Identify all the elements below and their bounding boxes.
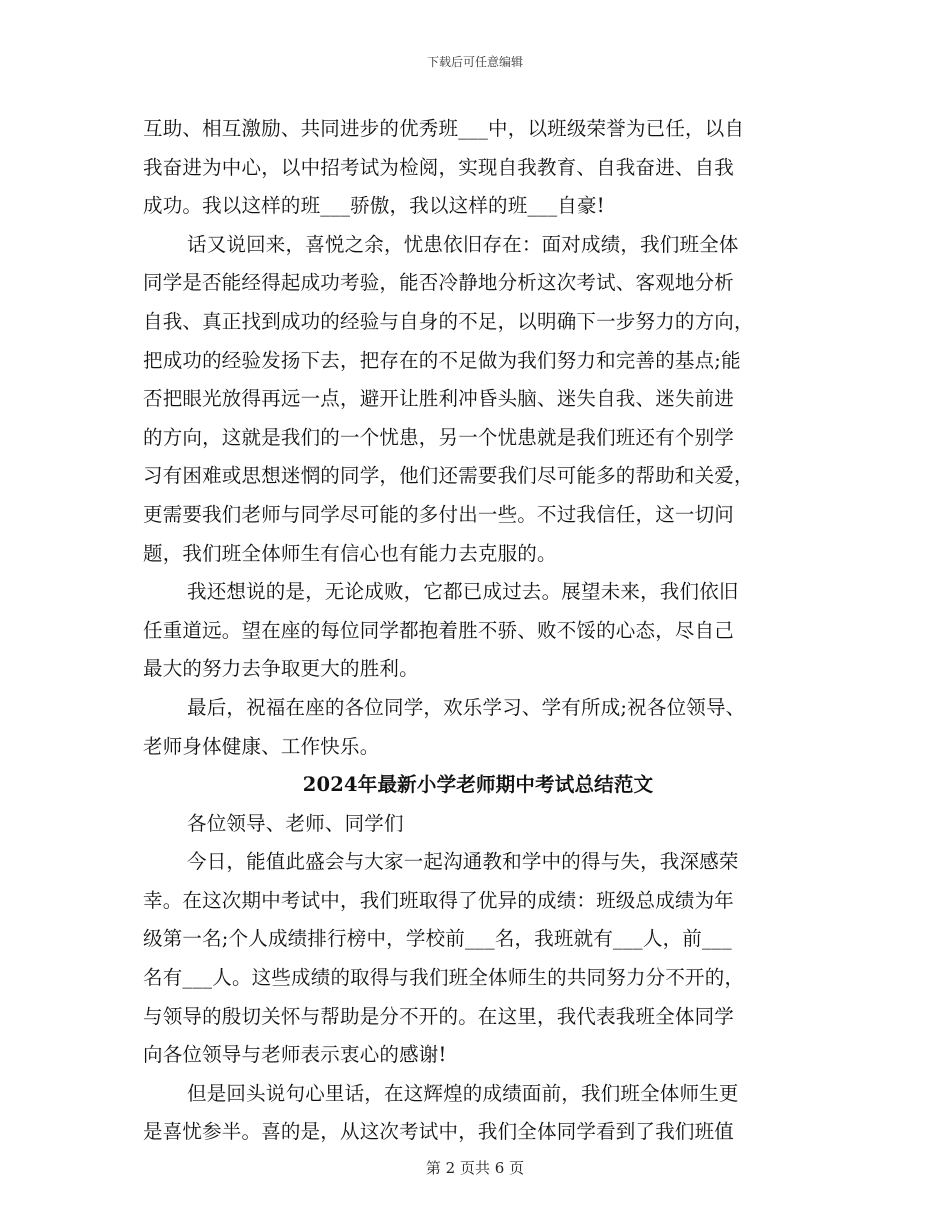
text-line: 成功。我以这样的班___骄傲，我以这样的班___自豪! — [143, 194, 605, 218]
text-line: 最大的努力去争取更大的胜利。 — [143, 657, 419, 681]
paragraph-start: 话又说回来，喜悦之余，忧患依旧存在：面对成绩，我们班全体 — [187, 232, 739, 256]
text-line: 否把眼光放得再远一点，避开让胜利冲昏头脑、迷失自我、迷失前进 — [143, 387, 735, 411]
text-line: 自我、真正找到成功的经验与自身的不足，以明确下一步努力的方向， — [143, 309, 754, 333]
text-line: 更需要我们老师与同学尽可能的多付出一些。不过我信任，这一切问 — [143, 502, 735, 526]
text-line: 同学是否能经得起成功考验，能否冷静地分析这次考试、客观地分析 — [143, 271, 735, 295]
text-line: 老师身体健康、工作快乐。 — [143, 734, 380, 758]
section-title: 2024年最新小学老师期中考试总结范文 — [302, 773, 654, 797]
text-line: 题，我们班全体师生有信心也有能力去克服的。 — [143, 541, 557, 565]
paragraph-start: 最后，祝福在座的各位同学，欢乐学习、学有所成;祝各位领导、 — [187, 695, 746, 719]
text-line: 幸。在这次期中考试中，我们班取得了优异的成绩：班级总成绩为年 — [143, 888, 735, 912]
paragraph-start: 我还想说的是，无论成败，它都已成过去。展望未来，我们依旧 — [187, 580, 739, 604]
text-line: 是喜忧参半。喜的是，从这次考试中，我们全体同学看到了我们班值 — [143, 1120, 735, 1144]
text-line: 级第一名;个人成绩排行榜中，学校前___名，我班就有___人，前___ — [143, 927, 732, 951]
text-line: 的方向，这就是我们的一个忧患，另一个忧患就是我们班还有个别学 — [143, 425, 735, 449]
text-line: 与领导的殷切关怀与帮助是分不开的。在这里，我代表我班全体同学 — [143, 1004, 735, 1028]
text-line: 互助、相互激励、共同进步的优秀班___中，以班级荣誉为已任，以自 — [143, 117, 745, 140]
paragraph-start: 今日，能值此盛会与大家一起沟通教和学中的得与失，我深感荣 — [187, 850, 739, 874]
text-line: 我奋进为中心，以中招考试为检阅，实现自我教育、自我奋进、自我 — [143, 155, 735, 179]
text-line: 向各位领导与老师表示衷心的感谢! — [143, 1043, 447, 1067]
salutation: 各位领导、老师、同学们 — [187, 811, 404, 835]
page-number: 第 2 页共 6 页 — [425, 1159, 525, 1177]
text-line: 把成功的经验发扬下去，把存在的不足做为我们努力和完善的基点;能 — [143, 348, 741, 372]
page-header: 下载后可任意编辑 — [426, 55, 523, 69]
text-line: 名有___人。这些成绩的取得与我们班全体师生的共同努力分不开的， — [143, 966, 745, 990]
document-body — [143, 110, 813, 1152]
paragraph-start: 但是回头说句心里话，在这辉煌的成绩面前，我们班全体师生更 — [187, 1081, 739, 1105]
text-line: 习有困难或思想迷惘的同学，他们还需要我们尽可能多的帮助和关爱， — [143, 464, 754, 488]
text-line: 任重道远。望在座的每位同学都抱着胜不骄、败不馁的心态，尽自己 — [143, 618, 735, 642]
